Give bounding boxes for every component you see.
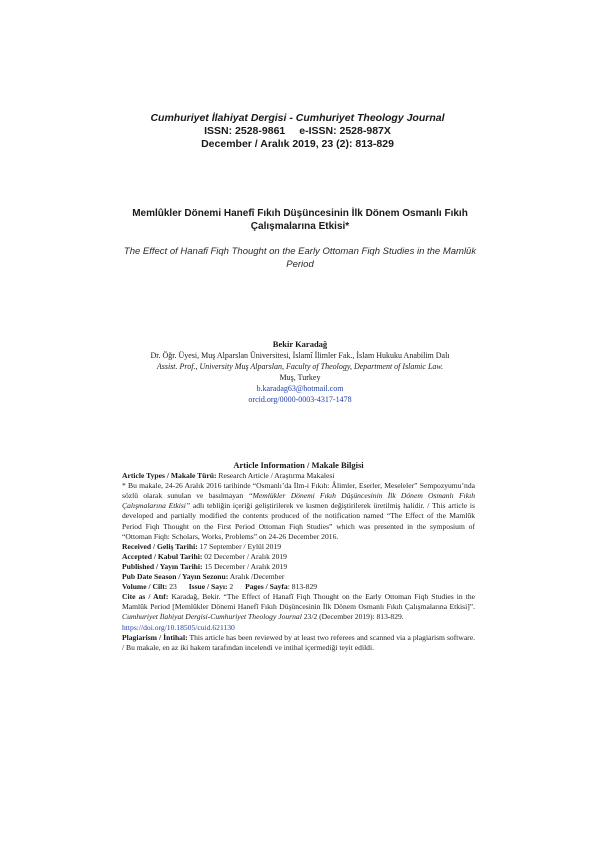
article-type-value: Research Article / Araştırma Makalesi (218, 471, 335, 481)
season-label: Pub Date Season / Yayın Sezonu: (122, 572, 229, 582)
cite-text-1: Karadağ, Bekir. “The Effect of Hanafī Fiqh Thought on the Early Ottoman Fiqh Studies in the Mamlūk Period [Memlûkler Dönemi Hanefî Fıkıh Düşüncesinin İlk Dönem Osmanlı Fıkıh Çalışmalarına Etkisi]”. (122, 592, 476, 612)
cite-label: Cite as / Atıf: (122, 592, 169, 602)
doi-link[interactable]: https://doi.org/10.18505/cuid.621130 (122, 622, 235, 632)
journal-header (0, 112, 595, 151)
journal-title: Cumhuriyet İlahiyat Dergisi - Cumhuriyet Theology Journal (150, 112, 445, 124)
cite-text-2: 23/2 (December 2019): 813-829. (303, 612, 404, 622)
affiliation-tr: Dr. Öğr. Üyesi, Muş Alparslan Üniversitesi, İslamî İlimler Fak., İslam Hukuku Anabilim Dalı (150, 351, 450, 360)
author-email-link[interactable]: b.karadag63@hotmail.com (256, 384, 344, 393)
issn-line (0, 125, 595, 138)
received-label: Received / Geliş Tarihi: (122, 541, 198, 551)
published-row (122, 562, 475, 572)
published-value: 15 December / Aralık 2019 (204, 561, 288, 571)
accepted-value: 02 December / Aralık 2019 (204, 551, 287, 561)
article-type-label: Article Types / Makale Türü: (122, 471, 217, 481)
season-value: Aralık /December (229, 572, 285, 582)
pages-label: Pages / Sayfa (245, 582, 288, 592)
received-value: 17 September / Eylül 2019 (199, 541, 282, 551)
received-row (122, 542, 475, 552)
cite-journal-italic: Cumhuriyet İlahiyat Dergisi-Cumhuriyet Theology Journal (122, 612, 302, 622)
citation-row (122, 592, 475, 622)
volume-label: Volume / Cilt: (122, 582, 168, 592)
volume-value: 23 (169, 582, 177, 592)
plagiarism-value: This article has been reviewed by at least two referees and scanned via a plagiarism software. / Bu makale, en az iki hakem tarafından incelendi ve intihal içermediği teyit edildi. (122, 632, 475, 652)
article-title-en: The Effect of Hanafī Fiqh Thought on the Early Ottoman Fiqh Studies in the Mamlūk Period (123, 246, 477, 270)
info-heading: Article Information / Makale Bilgisi (233, 460, 364, 470)
footnote-text-1: * Bu makale, 24-26 Aralık 2016 tarihinde “Osmanlı’da İlm-i Fıkıh: Âlimler, Eserler, Meseleler” Sempozyumu’nda sözlü olarak sunulan ve basılmayan (122, 481, 475, 501)
issue-value: 2 (229, 582, 234, 592)
article-title-tr: Memlûkler Dönemi Hanefî Fıkıh Düşüncesinin İlk Dönem Osmanlı Fıkıh Çalışmalarına Etkisi* (132, 208, 468, 232)
footnote-text-2: adlı tebliğin içeriği geliştirilerek ve kısmen değiştirilerek üretilmiş halidir. / This article is developed and partially modified the contents produced of the notification named “The Effect of the Mamlūk Period Fiqh Thought on the First Period Ottoman Fiqh Studies” which was presented in the symposium of “Ottoman Fiqh: Scholars, Works, Problems” on 24-26 December 2016. (122, 501, 475, 541)
author-block (60, 339, 540, 405)
accepted-row (122, 552, 475, 562)
footnote-row (122, 481, 475, 542)
accepted-label: Accepted / Kabul Tarihi: (122, 551, 203, 561)
article-type-row (122, 471, 475, 481)
issue-label: Issue / Sayı: (188, 582, 228, 592)
footnote-title-italic: “Memlükler Dönemi Fıkıh Düşüncesinin İlk Dönem Osmanlı Fıkıh Çalışmalarına Etkisi” (122, 491, 475, 511)
issn: ISSN: 2528-9861 (204, 125, 286, 137)
orcid-link[interactable]: orcid.org/0000-0003-4317-1478 (248, 395, 352, 404)
issue-date: December / Aralık 2019, 23 (2): 813-829 (201, 138, 394, 150)
article-information (122, 460, 475, 653)
eissn: e-ISSN: 2528-987X (299, 125, 391, 137)
author-name: Bekir Karadağ (272, 339, 328, 349)
plagiarism-label: Plagiarism / İntihal: (122, 632, 188, 642)
pages-value: : 813-829 (287, 582, 318, 592)
author-location: Muş, Turkey (279, 373, 321, 382)
affiliation-en: Assist. Prof., University Muş Alparslan, Faculty of Theology, Department of Islamic Law. (156, 362, 444, 371)
published-label: Published / Yayın Tarihi: (122, 561, 203, 571)
plagiarism-row (122, 633, 475, 653)
season-row (122, 572, 475, 582)
volume-issue-pages-row (122, 582, 475, 592)
